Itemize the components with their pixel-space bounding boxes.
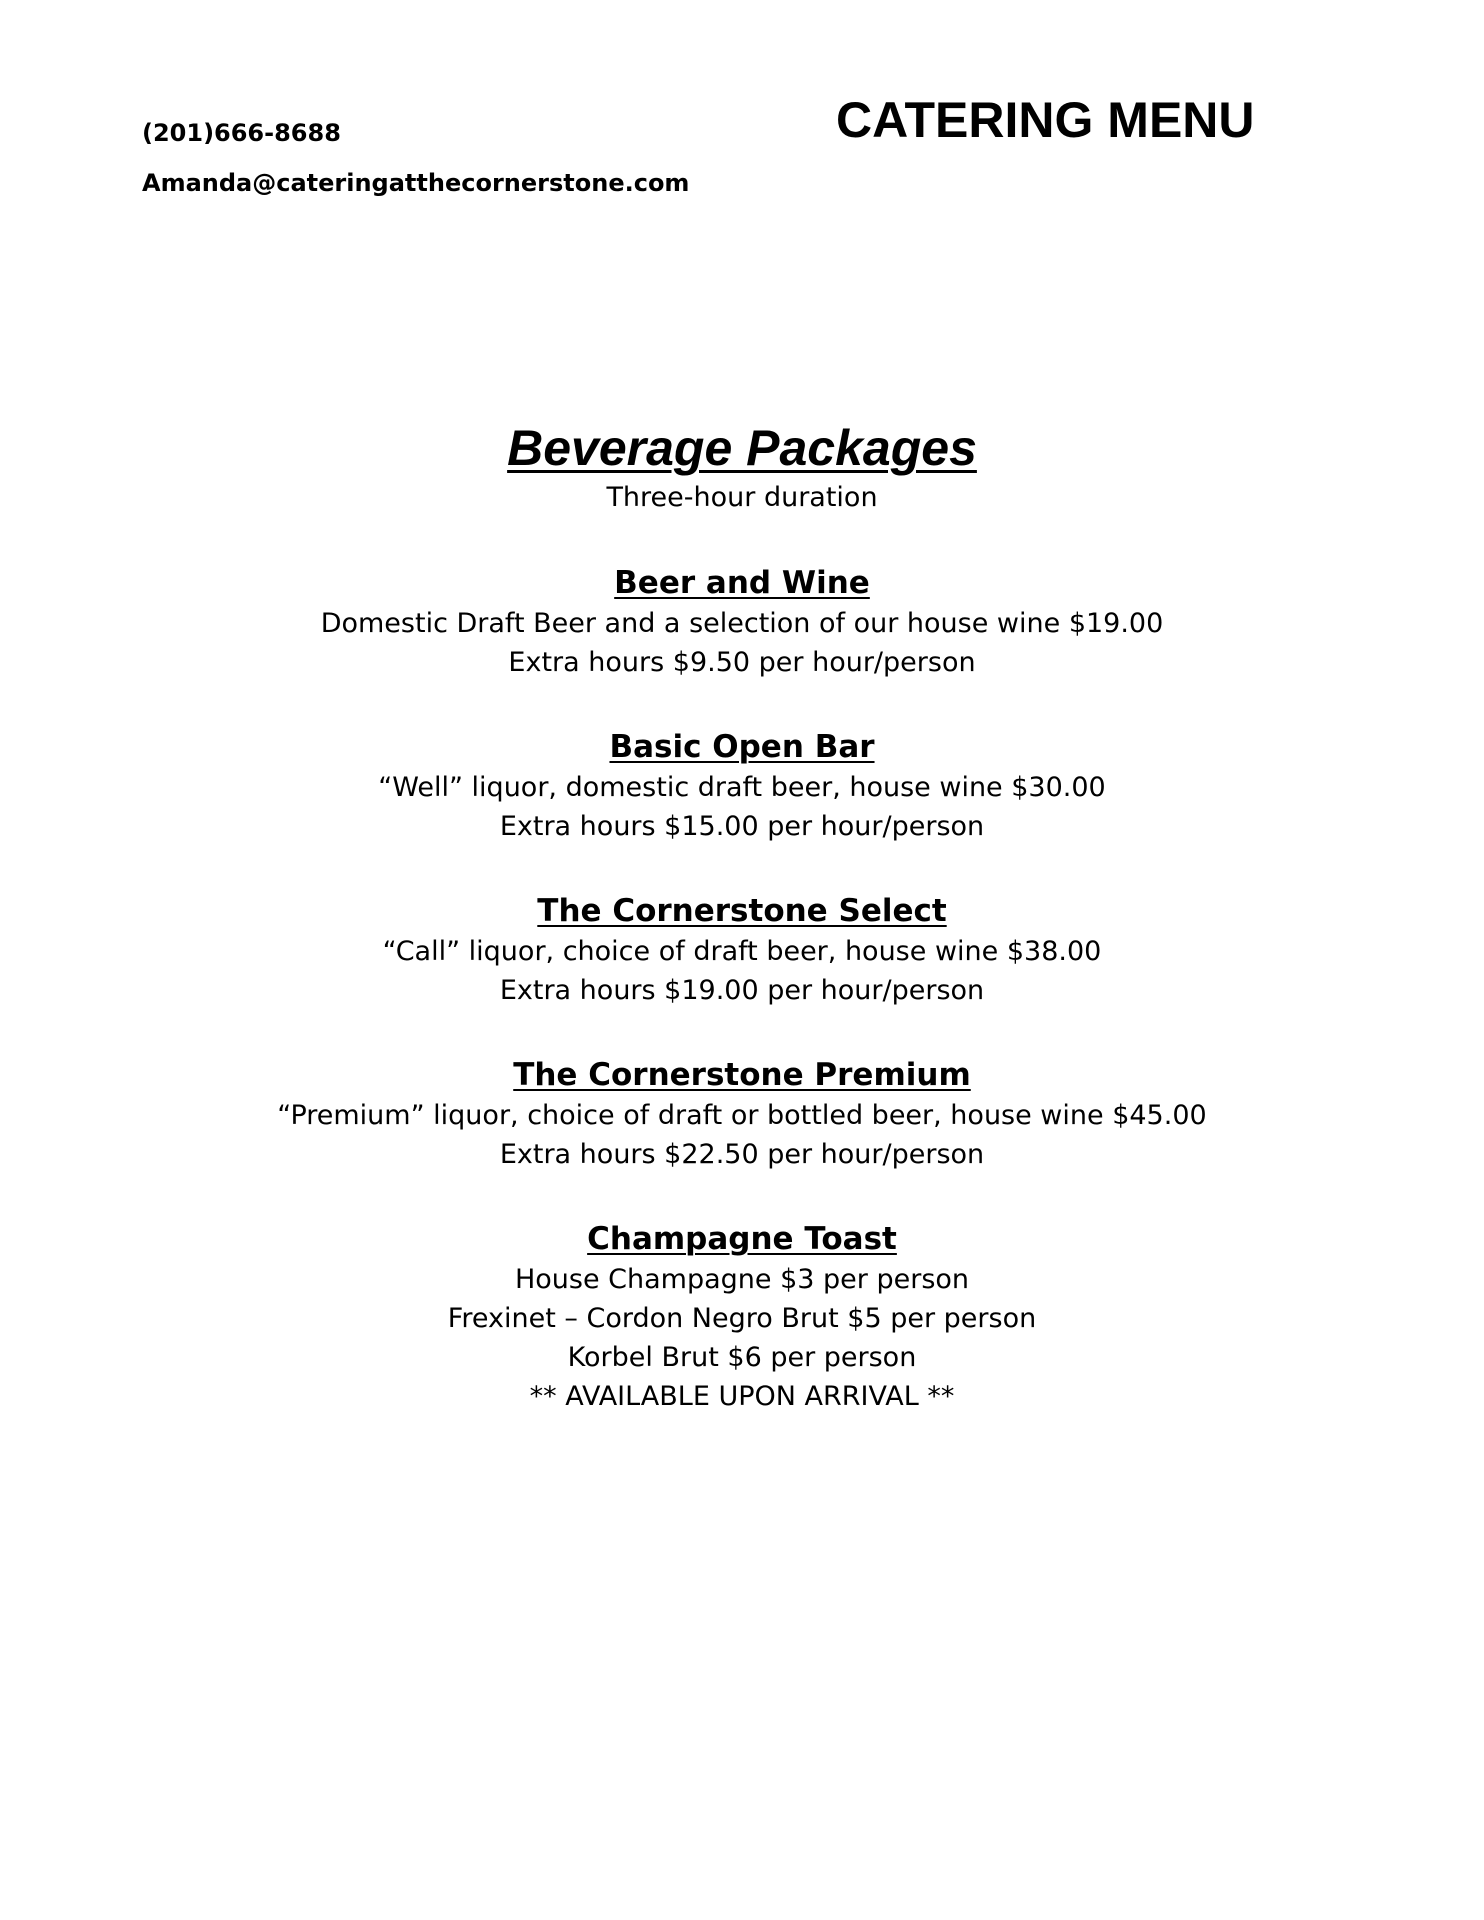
beverage-packages-section [0,418,1484,1416]
package-title: Basic Open Bar [609,729,875,765]
package-title: The Cornerstone Premium [513,1057,971,1093]
package-title: Champagne Toast [587,1221,897,1257]
package-beer-and-wine [0,562,1484,682]
contact-info [142,108,689,208]
package-cornerstone-premium [0,1054,1484,1174]
package-description: “Well” liquor, domestic draft beer, house wine $30.00 [378,772,1106,803]
package-extra-hours: Extra hours $9.50 per hour/person [508,647,976,678]
package-title: Beer and Wine [614,565,870,601]
package-basic-open-bar [0,726,1484,846]
champagne-option-korbel: Korbel Brut $6 per person [567,1342,917,1373]
champagne-option-frexinet: Frexinet – Cordon Negro Brut $5 per person [447,1303,1037,1334]
package-extra-hours: Extra hours $22.50 per hour/person [499,1139,985,1170]
package-cornerstone-select [0,890,1484,1010]
page-title: CATERING MENU [836,92,1255,148]
package-title: The Cornerstone Select [537,893,947,929]
package-description: Domestic Draft Beer and a selection of our house wine $19.00 [320,608,1164,639]
package-description: “Call” liquor, choice of draft beer, house wine $38.00 [382,936,1102,967]
phone-number: (201)666-8688 [142,119,341,147]
package-description: “Premium” liquor, choice of draft or bottled beer, house wine $45.00 [277,1100,1207,1131]
section-subheading: Three-hour duration [606,482,878,513]
package-extra-hours: Extra hours $15.00 per hour/person [499,811,985,842]
package-extra-hours: Extra hours $19.00 per hour/person [499,975,985,1006]
champagne-option-house: House Champagne $3 per person [514,1264,970,1295]
section-heading: Beverage Packages [507,420,977,476]
availability-note: ** AVAILABLE UPON ARRIVAL ** [529,1381,955,1412]
email-address: Amanda@cateringatthecornerstone.com [142,169,690,197]
package-champagne-toast [0,1218,1484,1416]
